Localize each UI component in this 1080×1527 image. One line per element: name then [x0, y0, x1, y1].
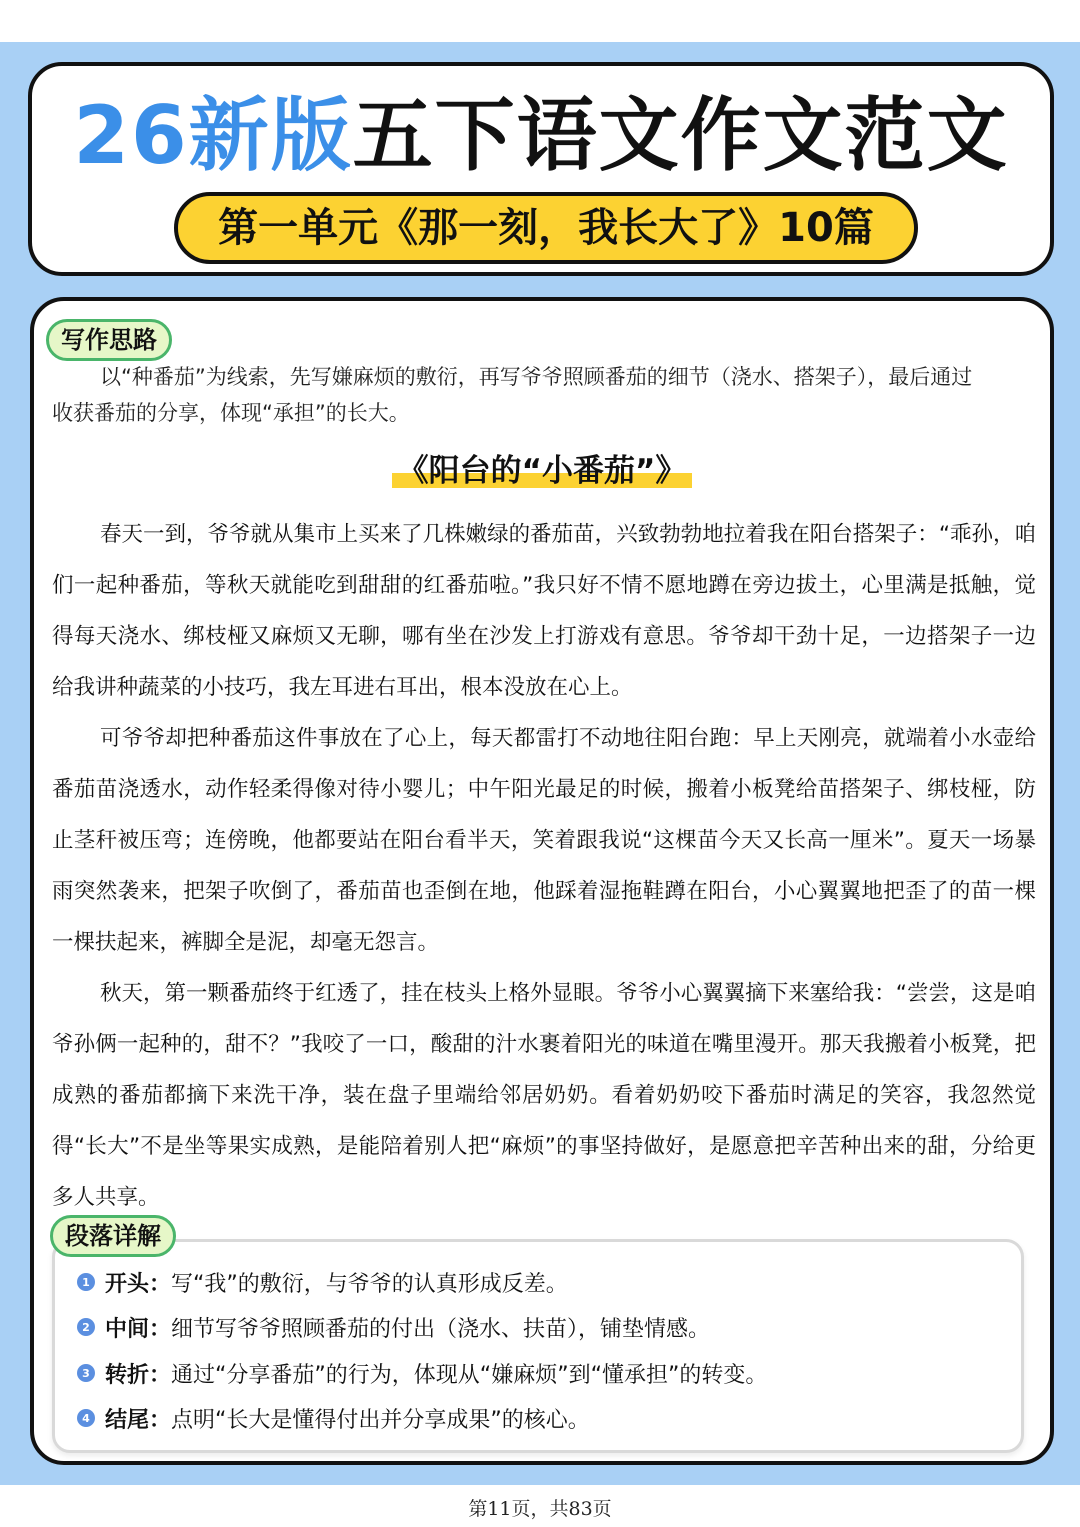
- essay-body: [52, 509, 1036, 1223]
- title-accent: 26新版: [73, 89, 353, 182]
- thinking-tag: 写作思路: [46, 319, 172, 361]
- paragraph-detail-box: [52, 1239, 1024, 1453]
- subtitle-banner: 第一单元《那一刻，我长大了》10篇: [174, 192, 918, 264]
- detail-text: 写“我”的敷衍，与爷爷的认真形成反差。: [171, 1271, 568, 1297]
- essay-paragraph: 春天一到，爷爷就从集市上买来了几株嫩绿的番茄苗，兴致勃勃地拉着我在阳台搭架子：“乖孙，咱们一起种番茄，等秋天就能吃到甜甜的红番茄啦。”我只好不情不愿地蹲在旁边拔土，心里满是抵触，觉得每天浇水、绑枝桠又麻烦又无聊，哪有坐在沙发上打游戏有意思。爷爷却干劲十足，一边搭架子一边给我讲种蔬菜的小技巧，我左耳进右耳出，根本没放在心上。: [52, 522, 1036, 700]
- number-badge-icon: 4: [77, 1409, 95, 1427]
- detail-label: 中间：: [105, 1316, 172, 1342]
- essay-paragraph: 秋天，第一颗番茄终于红透了，挂在枝头上格外显眼。爷爷小心翼翼摘下来塞给我：“尝尝，这是咱爷孙俩一起种的，甜不？”我咬了一口，酸甜的汁水裹着阳光的味道在嘴里漫开。那天我搬着小板凳，把成熟的番茄都摘下来洗干净，装在盘子里端给邻居奶奶。看着奶奶咬下番茄时满足的笑容，我忽然觉得“长大”不是坐等果实成熟，是能陪着别人把“麻烦”的事坚持做好，是愿意把辛苦种出来的甜，分给更多人共享。: [52, 981, 1036, 1210]
- page-title: [32, 88, 1050, 184]
- detail-item: [77, 1264, 568, 1300]
- detail-tag: 段落详解: [50, 1215, 176, 1257]
- page-number: 第11页，共83页: [468, 1498, 612, 1520]
- content-card: [30, 297, 1054, 1465]
- thinking-text: 以“种番茄”为线索，先写嫌麻烦的敷衍，再写爷爷照顾番茄的细节（浇水、搭架子），最后通过收获番茄的分享，体现“承担”的长大。: [52, 365, 973, 425]
- number-badge-icon: 1: [77, 1273, 95, 1291]
- detail-label: 开头：: [105, 1271, 172, 1297]
- detail-text: 通过“分享番茄”的行为，体现从“嫌麻烦”到“懂承担”的转变。: [171, 1362, 768, 1388]
- detail-text: 点明“长大是懂得付出并分享成果”的核心。: [171, 1407, 590, 1433]
- essay-title: 《阳台的“小番茄”》: [392, 451, 693, 491]
- title-main: 五下语文作文范文: [352, 89, 1009, 182]
- header-card: [28, 62, 1054, 276]
- number-badge-icon: 2: [77, 1318, 95, 1336]
- detail-label: 结尾：: [105, 1407, 172, 1433]
- detail-item: [77, 1309, 710, 1345]
- top-margin: [0, 0, 1080, 42]
- detail-item: [77, 1355, 767, 1391]
- essay-paragraph: 可爷爷却把种番茄这件事放在了心上，每天都雷打不动地往阳台跑：早上天刚亮，就端着小水壶给番茄苗浇透水，动作轻柔得像对待小婴儿；中午阳光最足的时候，搬着小板凳给苗搭架子、绑枝桠，防止茎秆被压弯；连傍晚，他都要站在阳台看半天，笑着跟我说“这棵苗今天又长高一厘米”。夏天一场暴雨突然袭来，把架子吹倒了，番茄苗也歪倒在地，他踩着湿拖鞋蹲在阳台，小心翼翼地把歪了的苗一棵一棵扶起来，裤脚全是泥，却毫无怨言。: [52, 726, 1036, 955]
- number-badge-icon: 3: [77, 1364, 95, 1382]
- detail-text: 细节写爷爷照顾番茄的付出（浇水、扶苗），铺垫情感。: [171, 1316, 711, 1342]
- essay-title-wrapper: [34, 451, 1050, 491]
- detail-item: [77, 1400, 590, 1436]
- detail-label: 转折：: [105, 1362, 172, 1388]
